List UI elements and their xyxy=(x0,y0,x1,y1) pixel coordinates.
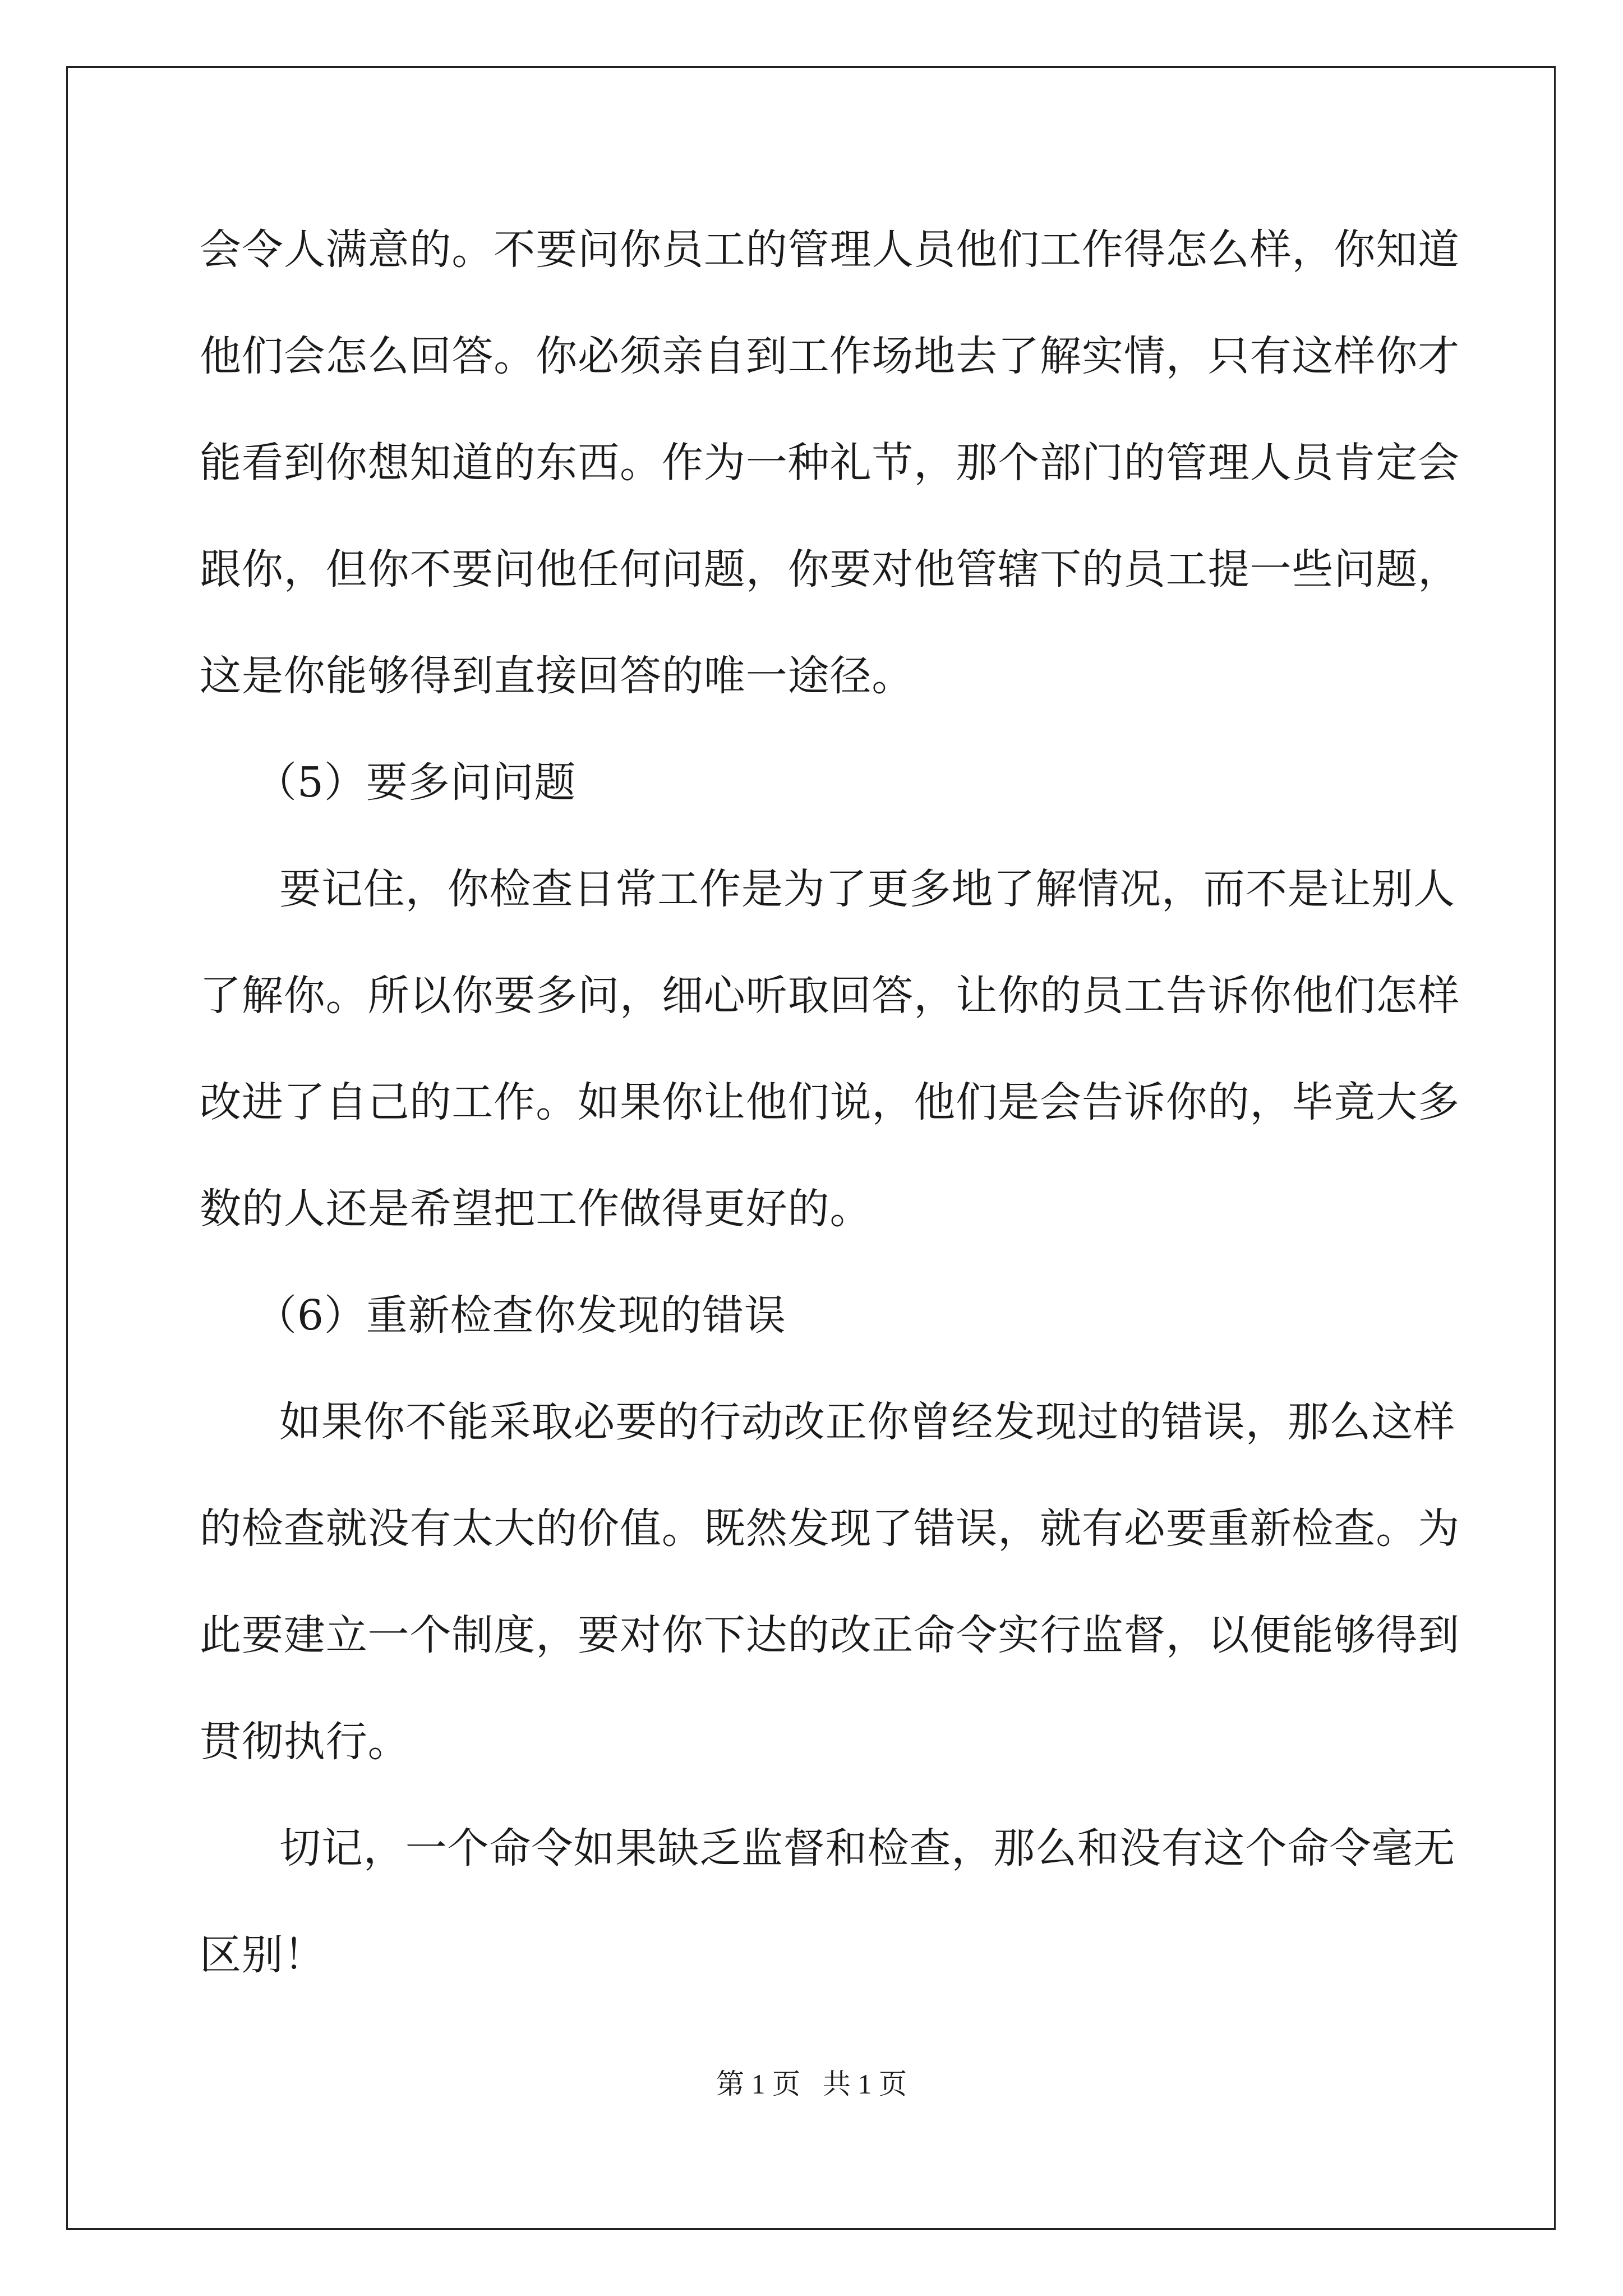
paragraph-line: 的检查就没有太大的价值。既然发现了错误，就有必要重新检查。为 xyxy=(200,1504,1460,1553)
page-footer xyxy=(0,2067,1623,2101)
paragraph-line: 如果你不能采取必要的行动改正你曾经发现过的错误，那么这样 xyxy=(279,1398,1456,1446)
paragraph-line: 数的人还是希望把工作做得更好的。 xyxy=(200,1185,872,1233)
paragraph-line: 切记，一个命令如果缺乏监督和检查，那么和没有这个命令毫无 xyxy=(279,1824,1456,1872)
paragraph-line: 跟你，但你不要问他任何问题，你要对他管辖下的员工提一些问题， xyxy=(200,545,1460,593)
section-heading: （6）重新检查你发现的错误 xyxy=(255,1291,786,1340)
paragraph-line: 改进了自己的工作。如果你让他们说，他们是会告诉你的，毕竟大多 xyxy=(200,1078,1460,1126)
page-border xyxy=(66,66,1556,2230)
section-heading: （5）要多问问题 xyxy=(255,758,577,807)
paragraph-line: 要记住，你检查日常工作是为了更多地了解情况，而不是让别人 xyxy=(279,865,1456,913)
paragraph-line: 会令人满意的。不要问你员工的管理人员他们工作得怎么样，你知道 xyxy=(200,226,1460,274)
page-number: 第 1 页 xyxy=(716,2068,800,2100)
paragraph-line: 了解你。所以你要多问，细心听取回答，让你的员工告诉你他们怎样 xyxy=(200,972,1460,1020)
paragraph-line: 此要建立一个制度，要对你下达的改正命令实行监督，以便能够得到 xyxy=(200,1611,1460,1659)
total-pages: 共 1 页 xyxy=(823,2068,907,2100)
paragraph-line: 这是你能够得到直接回答的唯一途径。 xyxy=(200,652,914,700)
paragraph-line: 区别！ xyxy=(200,1931,326,1979)
paragraph-line: 他们会怎么回答。你必须亲自到工作场地去了解实情，只有这样你才 xyxy=(200,332,1460,380)
paragraph-line: 贯彻执行。 xyxy=(200,1718,410,1766)
paragraph-line: 能看到你想知道的东西。作为一种礼节，那个部门的管理人员肯定会 xyxy=(200,439,1460,487)
